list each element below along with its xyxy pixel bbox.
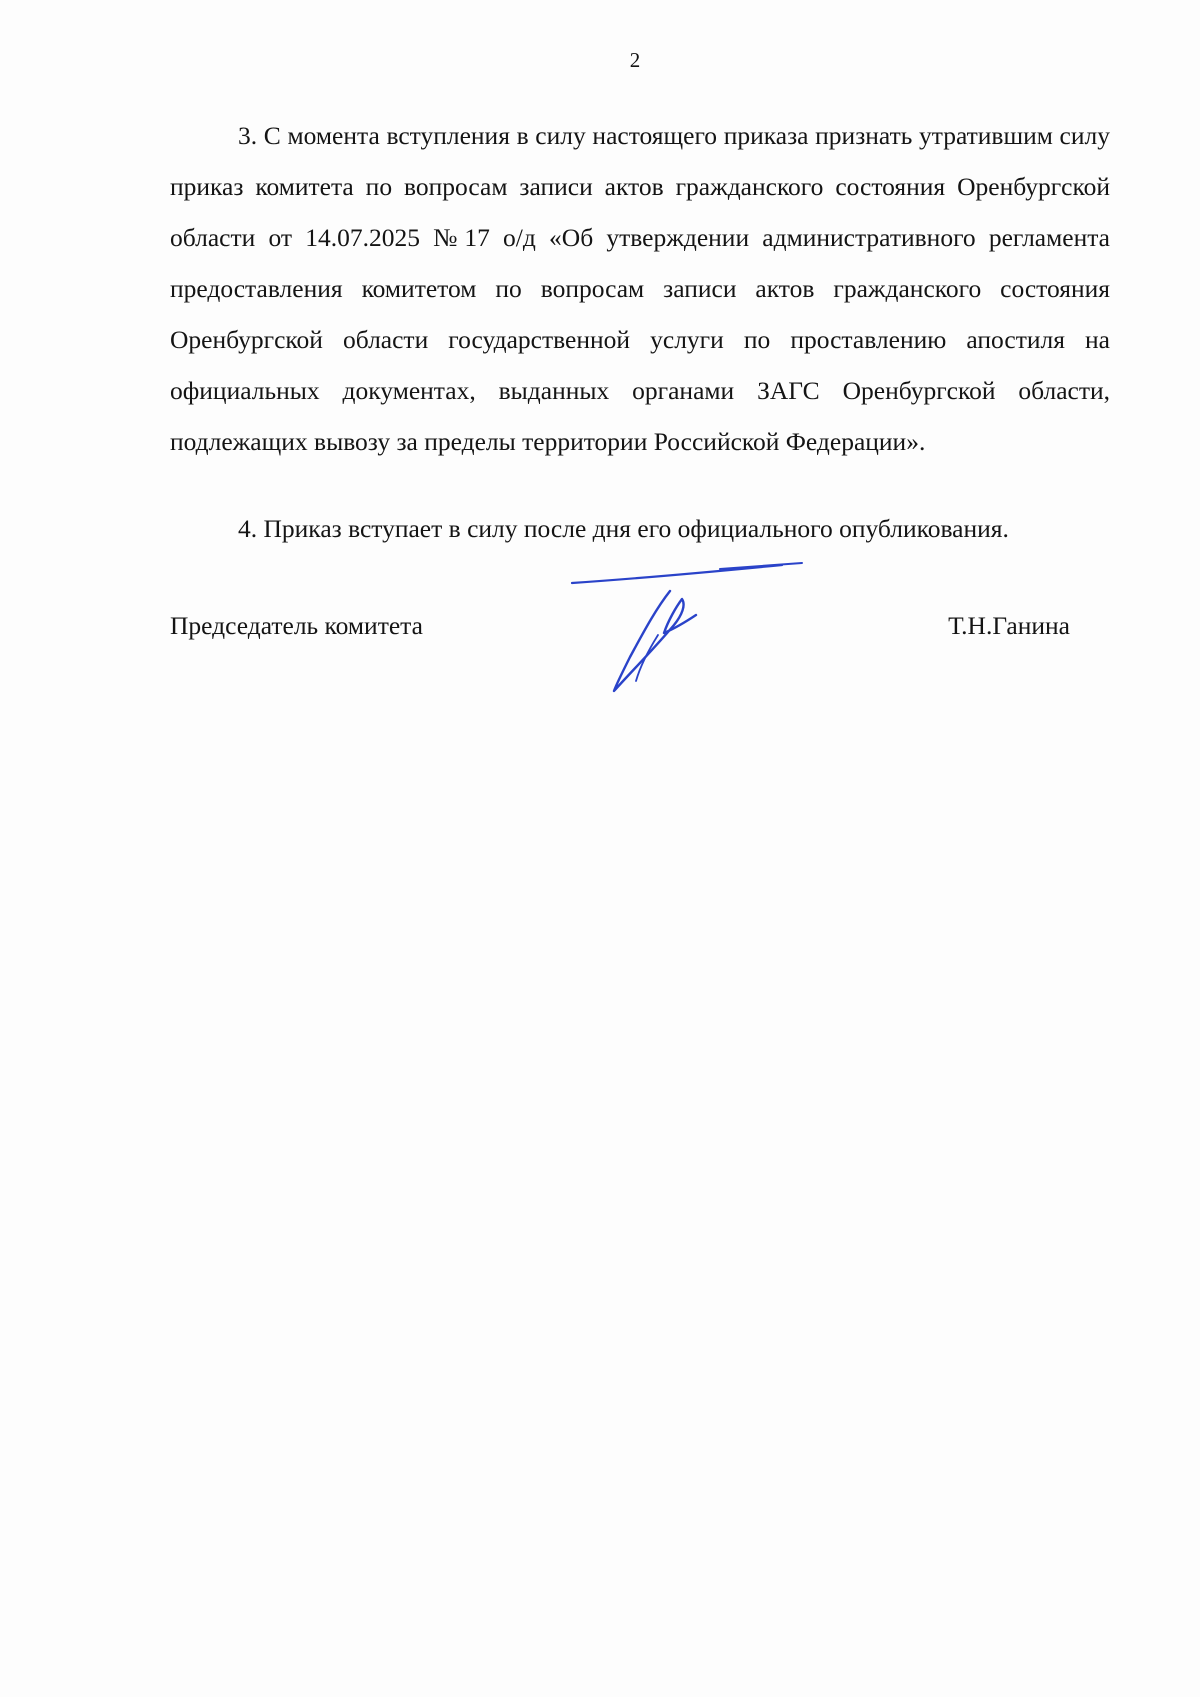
paragraph-4	[170, 503, 1110, 554]
page-number: 2	[629, 48, 641, 72]
paragraph-3-text: 3. С момента вступления в силу настоящего приказа признать утратившим силу приказ комитета по вопросам записи актов гражданского состояния Оренбургской области от 14.07.2025 №17 о/д «Об утверждении административного регламента предоставления комитетом по вопросам записи актов гражданского состояния Оренбургской области государственной услуги по проставлению апостиля на официальных документах, выданных органами ЗАГС Оренбургской области, подлежащих вывозу за пределы территории Российской Федерации».	[170, 121, 1110, 456]
paragraph-3	[170, 110, 1110, 467]
paragraph-4-text: 4. Приказ вступает в силу после дня его официального опубликования.	[238, 514, 1009, 543]
signer-title: Председатель комитета	[170, 611, 423, 640]
signer-name: Т.Н.Ганина	[948, 611, 1070, 640]
handwritten-signature	[570, 555, 820, 695]
